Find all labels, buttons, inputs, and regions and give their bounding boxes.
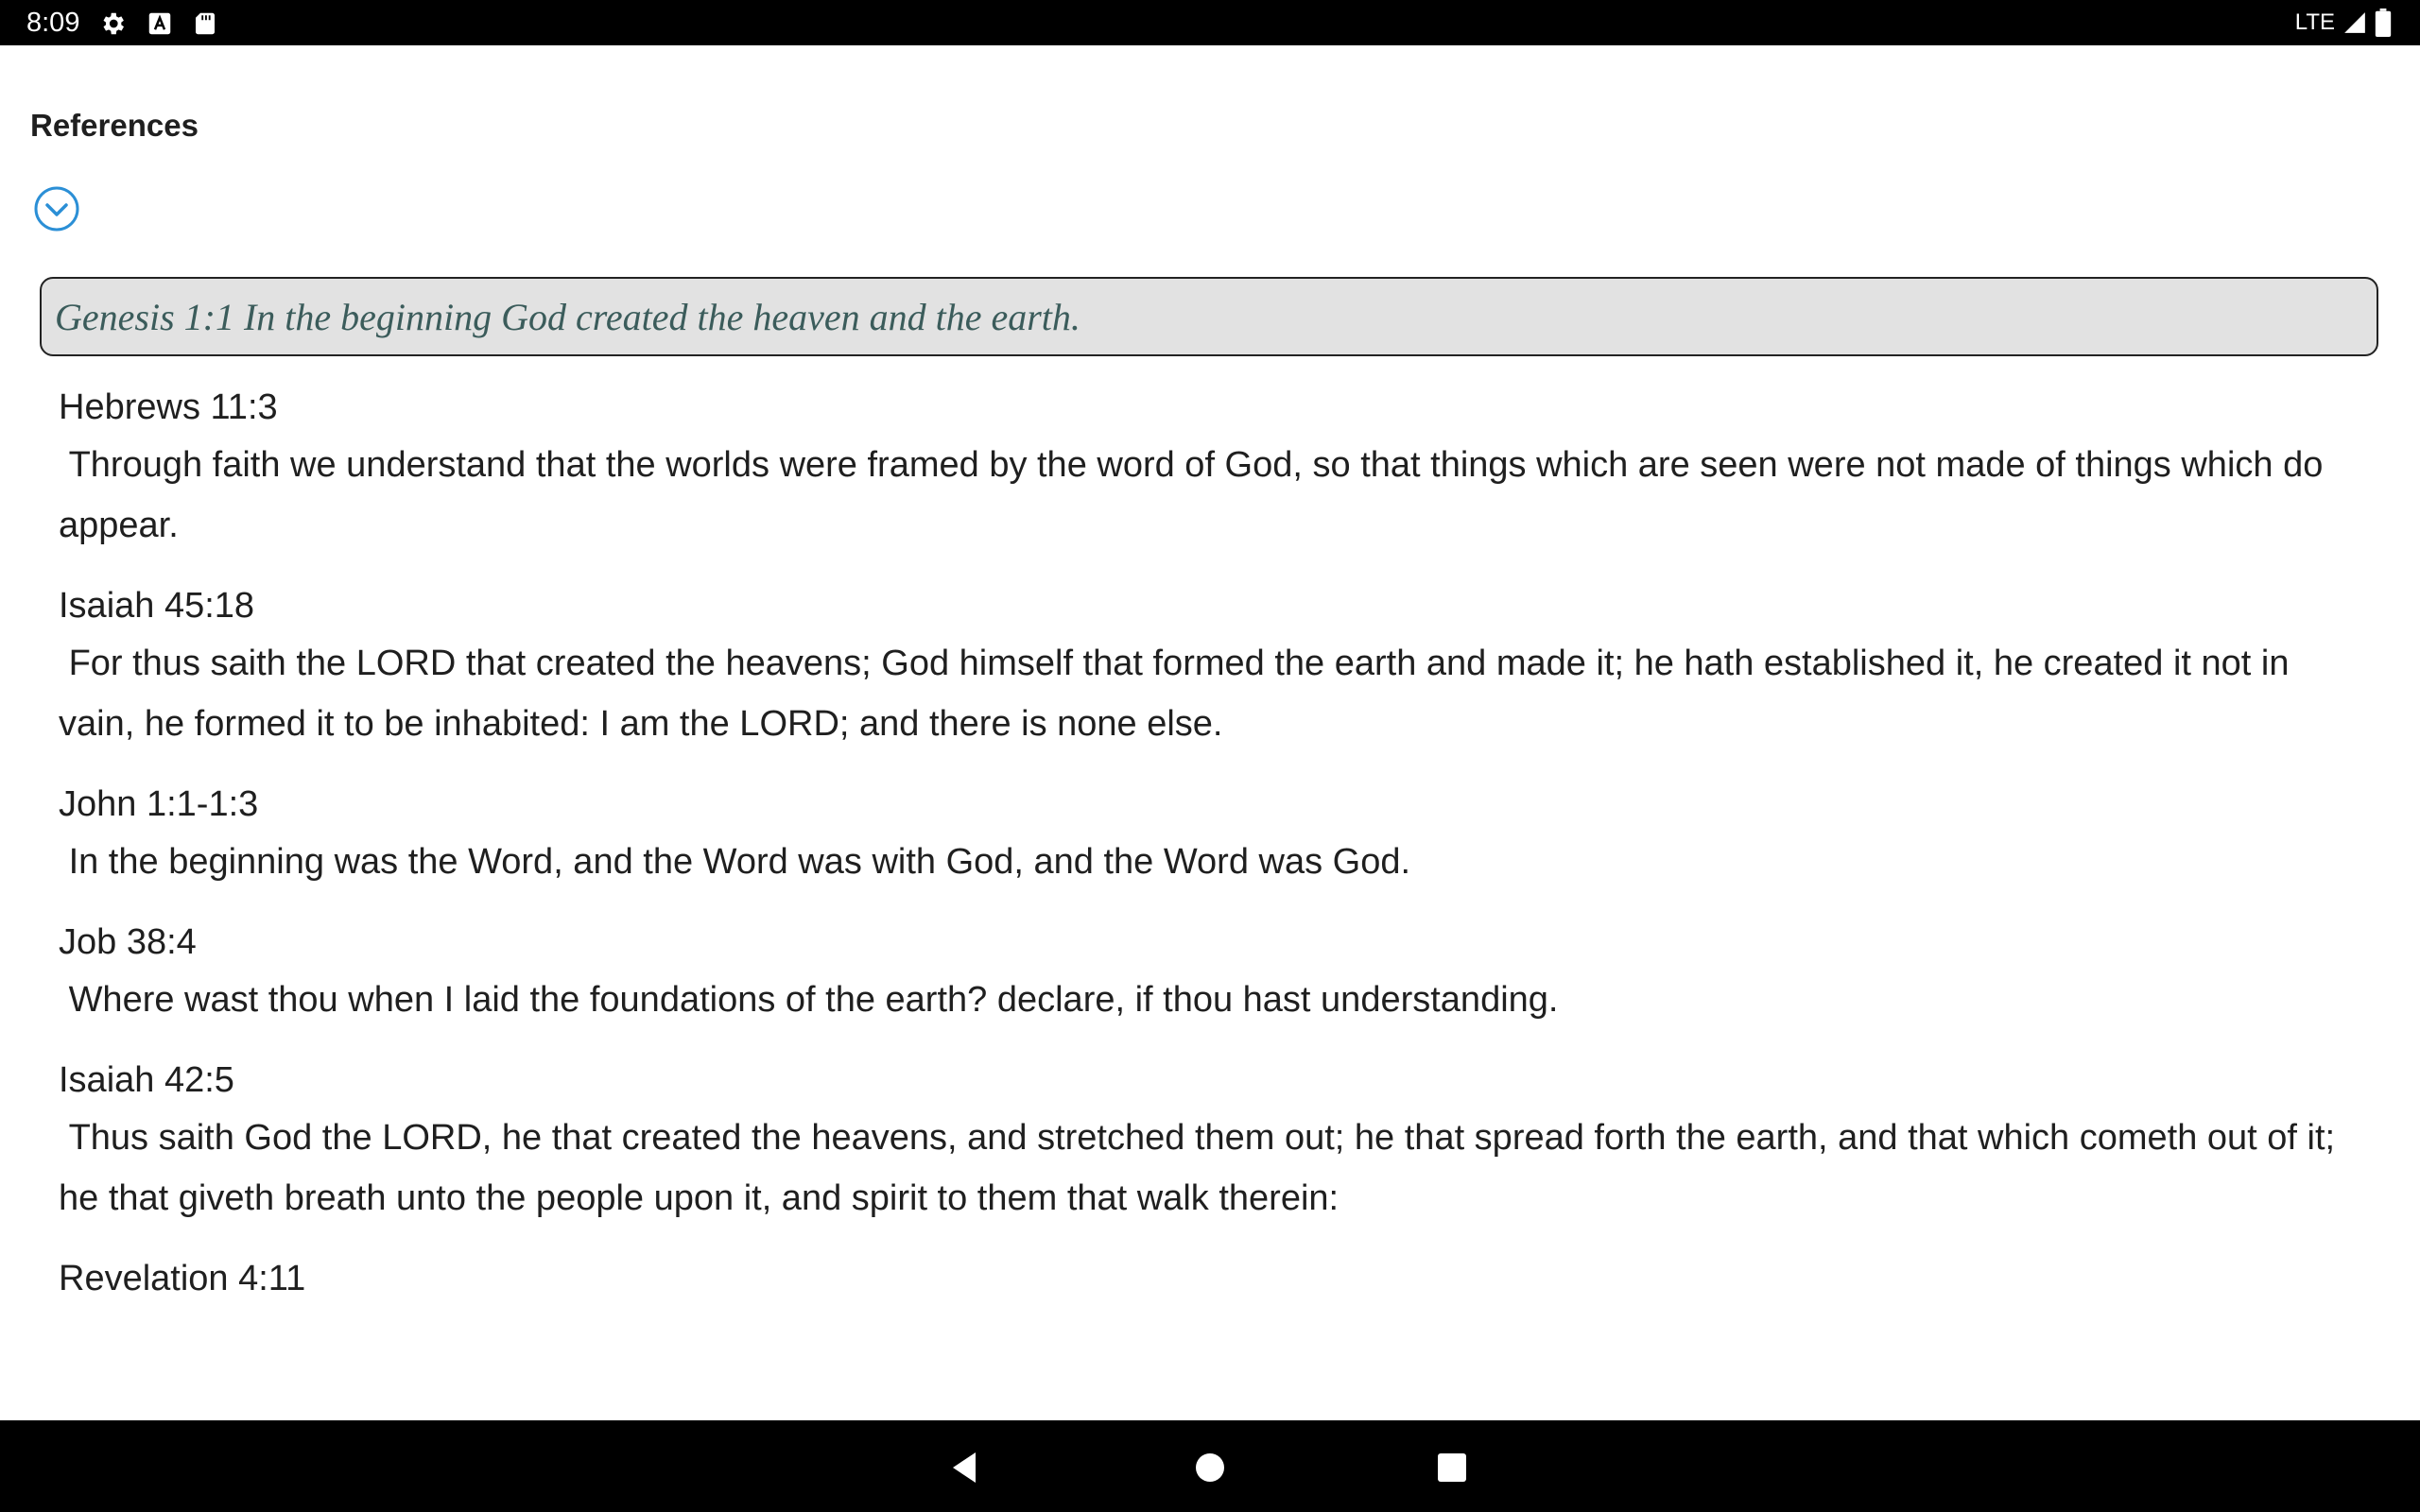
verse-text: Genesis 1:1 In the beginning God created the heaven and the earth.: [55, 295, 1080, 338]
reference-title: Isaiah 45:18: [59, 586, 255, 626]
sd-card-icon: [191, 9, 219, 38]
reference-title: Revelation 4:11: [59, 1259, 306, 1298]
reference-title: Hebrews 11:3: [59, 387, 278, 427]
reference-text: Thus saith God the LORD, he that created the heavens, and stretched them out; he that spread forth the earth, and that which cometh out of it; he that giveth breath unto the people upon it, and spirit to them that walk therein:: [59, 1118, 2345, 1218]
a-badge-icon: [146, 9, 174, 38]
chevron-down-circle-icon[interactable]: [32, 184, 81, 233]
navigation-bar: [0, 1420, 2420, 1512]
reference-text: Where wast thou when I laid the foundations of the earth? declare, if thou hast understanding.: [59, 980, 1559, 1020]
battery-icon: [2375, 9, 2392, 37]
reference-title: Isaiah 42:5: [59, 1060, 234, 1100]
list-item[interactable]: [59, 915, 2346, 1030]
gear-icon: [98, 9, 127, 38]
list-item[interactable]: [59, 380, 2346, 556]
verse-box: [40, 277, 2378, 356]
reference-title: Job 38:4: [59, 922, 197, 962]
status-time: 8:09: [26, 8, 80, 38]
home-icon[interactable]: [1189, 1447, 1231, 1488]
reference-text: Through faith we understand that the worlds were framed by the word of God, so that things which are seen were not made of things which do appear.: [59, 445, 2333, 545]
reference-text: For thus saith the LORD that created the heavens; God himself that formed the earth and made it; he hath established it, he created it not in vain, he formed it to be inhabited: I am the LORD; and there is none else.: [59, 644, 2300, 744]
reference-list: [59, 380, 2346, 1329]
list-item[interactable]: [59, 1251, 2346, 1306]
list-item[interactable]: [59, 578, 2346, 754]
network-label: LTE: [2294, 9, 2335, 35]
status-right: [2295, 8, 2392, 38]
back-icon[interactable]: [945, 1447, 987, 1488]
recents-icon[interactable]: [1431, 1447, 1473, 1488]
status-bar: [0, 0, 2420, 45]
reference-text: In the beginning was the Word, and the Word was with God, and the Word was God.: [59, 842, 1411, 882]
reference-title: John 1:1-1:3: [59, 784, 259, 824]
signal-icon: [2342, 10, 2367, 35]
list-item[interactable]: [59, 1053, 2346, 1228]
references-header: References: [30, 108, 199, 143]
list-item[interactable]: [59, 777, 2346, 892]
